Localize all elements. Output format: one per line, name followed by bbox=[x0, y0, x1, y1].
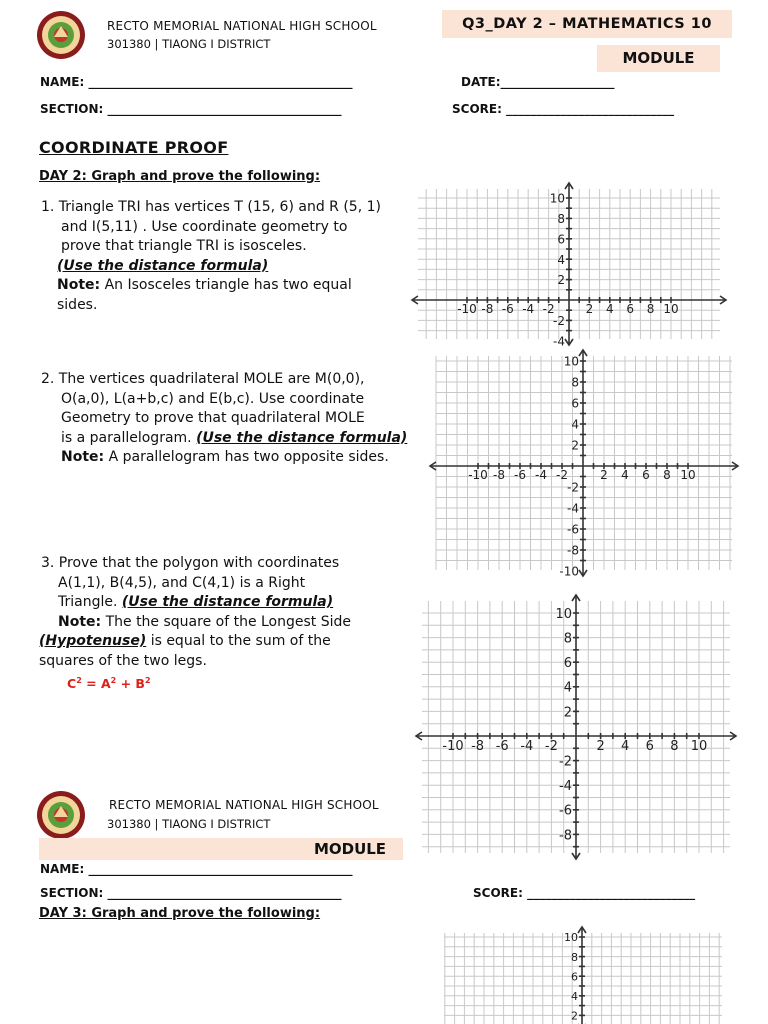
y-tick-label: 4 bbox=[571, 417, 579, 432]
y-tick-label: -6 bbox=[559, 803, 572, 819]
x-tick-label: -10 bbox=[442, 739, 464, 754]
school-name: RECTO MEMORIAL NATIONAL HIGH SCHOOL bbox=[107, 19, 377, 33]
coordinate-grid-1[interactable] bbox=[404, 183, 734, 349]
y-tick-label: 6 bbox=[557, 232, 565, 247]
x-tick-label: 8 bbox=[646, 302, 655, 316]
x-tick-label: -10 bbox=[457, 302, 477, 316]
x-tick-label: 4 bbox=[621, 739, 630, 754]
x-tick-label: 8 bbox=[670, 739, 679, 754]
school-seal-logo bbox=[36, 10, 86, 60]
y-tick-label: 10 bbox=[549, 191, 565, 206]
axes bbox=[438, 927, 728, 1024]
section-field-2[interactable]: SECTION: _______________________________________ bbox=[40, 886, 342, 900]
x-tick-label: -8 bbox=[471, 739, 485, 754]
x-tick-label: 4 bbox=[605, 302, 614, 316]
tick-labels bbox=[442, 607, 707, 843]
y-tick-label: 8 bbox=[571, 375, 579, 390]
school-seal-logo-2 bbox=[36, 790, 86, 840]
y-tick-label: 2 bbox=[563, 705, 572, 721]
x-tick-label: 2 bbox=[585, 302, 594, 316]
y-tick-label: -10 bbox=[559, 564, 579, 579]
y-tick-label: -4 bbox=[553, 334, 565, 349]
y-tick-label: 8 bbox=[571, 950, 578, 964]
x-tick-label: 6 bbox=[642, 468, 650, 482]
y-tick-label: 2 bbox=[571, 438, 579, 453]
y-tick-label: -8 bbox=[567, 543, 579, 558]
subject-code-badge: Q3_DAY 2 – MATHEMATICS 10 bbox=[442, 10, 732, 38]
x-tick-label: -8 bbox=[481, 302, 494, 316]
y-tick-label: -2 bbox=[559, 754, 572, 770]
day2-heading: DAY 2: Graph and prove the following: bbox=[39, 169, 321, 184]
problem-1: 1. Triangle TRI has vertices T (15, 6) and R (5, 1) and I(5,11) . Use coordinate geometry to prove that triangle TRI is isosceles. (Use the distance formula) Note: An Isosceles triangle has two equal sides. bbox=[41, 198, 401, 315]
module-label-2: MODULE bbox=[313, 840, 387, 858]
pythagorean-formula: $C^2 = A^2 + B^2$ bbox=[67, 676, 151, 692]
problem-3-hint: (Use the distance formula) bbox=[121, 594, 334, 610]
y-tick-label: 4 bbox=[563, 680, 572, 696]
y-tick-label: 10 bbox=[564, 931, 578, 945]
x-tick-label: 6 bbox=[645, 739, 654, 754]
y-tick-label: 8 bbox=[563, 631, 572, 647]
y-tick-label: -6 bbox=[567, 522, 579, 537]
y-tick-label: 4 bbox=[557, 252, 565, 267]
name-field[interactable]: NAME: ____________________________________________ bbox=[40, 75, 353, 89]
school-id-district: 301380 | TIAONG I DISTRICT bbox=[107, 37, 271, 51]
x-tick-label: 2 bbox=[596, 739, 605, 754]
x-tick-label: 6 bbox=[626, 302, 635, 316]
y-tick-label: 10 bbox=[563, 354, 579, 369]
y-tick-label: 4 bbox=[571, 989, 578, 1003]
problem-2-hint: (Use the distance formula) bbox=[196, 429, 408, 446]
coordinate-grid-2[interactable] bbox=[424, 348, 744, 578]
x-tick-label: -2 bbox=[542, 302, 555, 316]
y-tick-label: 2 bbox=[557, 273, 565, 288]
x-tick-label: -8 bbox=[493, 468, 505, 482]
problem-3: 3. Prove that the polygon with coordinates A(1,1), B(4,5), and C(4,1) is a Right Triangle. (Use the distance formula) Note: The the square of the Longest Side (Hypotenuse) is equal to the sum of the squares of the two legs. $C^2 = A^2 + B^2$ bbox=[41, 554, 401, 694]
x-tick-label: -6 bbox=[501, 302, 514, 316]
y-tick-label: 6 bbox=[571, 970, 578, 984]
page-title: COORDINATE PROOF bbox=[39, 138, 229, 157]
y-tick-label: 6 bbox=[571, 396, 579, 411]
x-tick-label: -6 bbox=[514, 468, 526, 482]
coordinate-grid-3[interactable] bbox=[404, 591, 744, 863]
date-field[interactable]: DATE:___________________ bbox=[461, 75, 615, 89]
axes bbox=[430, 350, 738, 576]
day3-heading: DAY 3: Graph and prove the following: bbox=[39, 906, 321, 921]
y-tick-label: 8 bbox=[557, 211, 565, 226]
x-tick-label: -2 bbox=[556, 468, 568, 482]
score-field-2[interactable]: SCORE: ____________________________ bbox=[473, 886, 696, 900]
module-label: MODULE bbox=[597, 45, 720, 72]
problem-1-hint: (Use the distance formula) bbox=[57, 257, 269, 274]
x-tick-label: 10 bbox=[680, 468, 696, 482]
y-tick-label: 10 bbox=[555, 606, 572, 622]
x-tick-label: -4 bbox=[535, 468, 547, 482]
score-field[interactable]: SCORE: ____________________________ bbox=[452, 102, 675, 116]
y-tick-label: -4 bbox=[559, 779, 572, 795]
axes bbox=[416, 595, 736, 859]
y-tick-label: 6 bbox=[563, 656, 572, 672]
x-tick-label: 4 bbox=[621, 468, 629, 482]
x-tick-label: -2 bbox=[544, 739, 558, 754]
x-tick-label: -4 bbox=[520, 739, 534, 754]
section-field[interactable]: SECTION: _______________________________________ bbox=[40, 102, 342, 116]
school-name-2: RECTO MEMORIAL NATIONAL HIGH SCHOOL bbox=[109, 798, 379, 812]
x-tick-label: 2 bbox=[600, 468, 608, 482]
x-tick-label: -10 bbox=[468, 468, 488, 482]
y-tick-label: -4 bbox=[567, 501, 579, 516]
name-field-2[interactable]: NAME: ____________________________________________ bbox=[40, 862, 353, 876]
x-tick-label: -6 bbox=[495, 739, 509, 754]
tick-labels bbox=[475, 931, 687, 1024]
x-tick-label: -4 bbox=[522, 302, 535, 316]
y-tick-label: -8 bbox=[559, 828, 572, 844]
y-tick-label: -2 bbox=[567, 480, 579, 495]
problem-2: 2. The vertices quadrilateral MOLE are M(0,0), O(a,0), L(a+b,c) and E(b,c). Use coordinate Geometry to prove that quadrilateral MOLE is a parallelogram. (Use the distance formula) Note: A parallelogram has two opposite sides. bbox=[41, 371, 408, 465]
coordinate-grid-4[interactable] bbox=[440, 925, 730, 1024]
x-tick-label: 10 bbox=[663, 302, 679, 316]
y-tick-label: 2 bbox=[571, 1009, 578, 1023]
x-tick-label: 10 bbox=[690, 739, 708, 754]
y-tick-label: -2 bbox=[553, 313, 565, 328]
x-tick-label: 8 bbox=[663, 468, 671, 482]
school-id-district-2: 301380 | TIAONG I DISTRICT bbox=[107, 817, 271, 831]
